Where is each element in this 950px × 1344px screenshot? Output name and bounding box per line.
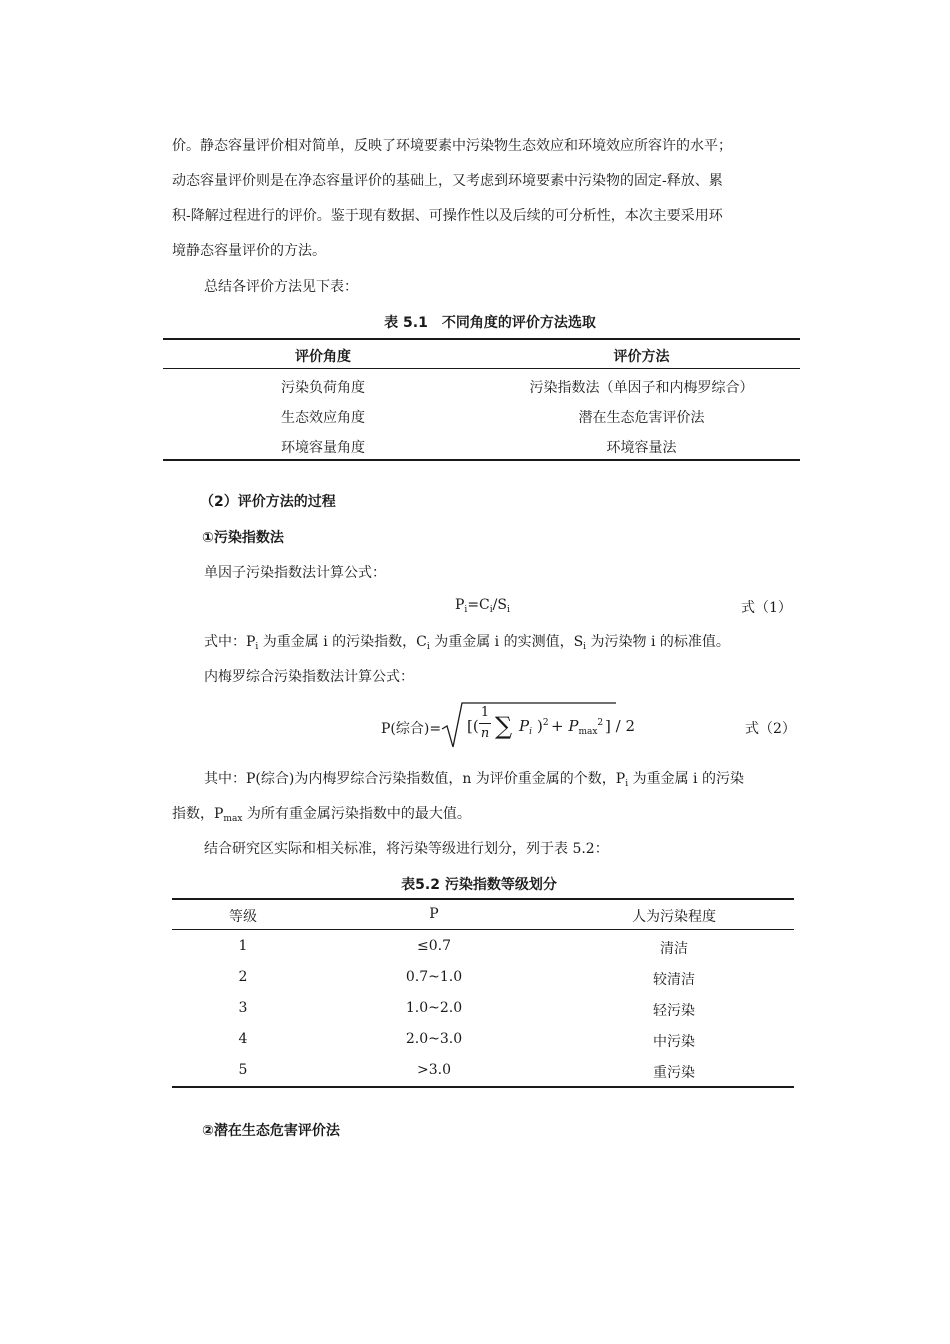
table2-cell: 1	[238, 938, 248, 954]
table2-cell: 轻污染	[653, 1003, 695, 1019]
table1-header: 评价方法	[613, 349, 670, 365]
formula-2-tag: 式（2）	[745, 721, 796, 737]
formula-2-explanation: 其中：P(综合)为内梅罗综合污染指数值，n 为评价重金属的个数，$P_i$ 为重金属 i 的污染	[204, 771, 744, 789]
table2-top-rule	[172, 898, 794, 900]
paragraph-line: 动态容量评价则是在净态容量评价的基础上，又考虑到环境要素中污染物的固定-释放、累	[172, 173, 723, 189]
subsection-heading: ①污染指数法	[202, 530, 284, 546]
table2-cell: 3	[238, 1000, 248, 1016]
paragraph-text: 结合研究区实际和相关标准，将污染等级进行划分，列于表 5.2：	[204, 841, 609, 857]
paragraph-line: 境静态容量评价的方法。	[172, 243, 326, 259]
table2-header-rule	[172, 929, 794, 930]
table2-cell: ≤0.7	[417, 938, 451, 954]
paragraph-text: 内梅罗综合污染指数法计算公式：	[204, 669, 414, 685]
table2-cell: 2.0~3.0	[405, 1031, 463, 1047]
table1-bottom-rule	[163, 459, 800, 461]
formula-1-tag: 式（1）	[741, 600, 792, 616]
paragraph-text: 单因子污染指数法计算公式：	[204, 565, 386, 581]
table2-cell: 4	[238, 1031, 248, 1047]
section-heading: （2）评价方法的过程	[200, 494, 336, 510]
table2-cell: 1.0~2.0	[405, 1000, 463, 1016]
formula-1: $P_i=C_i/S_i$	[455, 597, 510, 615]
paragraph-line: 积-降解过程进行的评价。鉴于现有数据、可操作性以及后续的可分析性，本次主要采用环	[172, 208, 723, 224]
table2-cell: 中污染	[653, 1034, 695, 1050]
table2-cell: 0.7~1.0	[405, 969, 463, 985]
table1-caption: 表 5.1 不同角度的评价方法选取	[384, 315, 596, 331]
formula-1-explanation: 式中：$P_i$ 为重金属 i 的污染指数，$C_i$ 为重金属 i 的实测值，$S_i$ 为污染物 i 的标准值。	[204, 634, 730, 652]
table1-cell: 环境容量法	[606, 440, 677, 456]
table2-header: 人为污染程度	[632, 909, 716, 925]
table2-caption: 表5.2 污染指数等级划分	[401, 877, 557, 893]
table1-cell: 潜在生态危害评价法	[578, 410, 705, 426]
table2-cell: 重污染	[653, 1065, 695, 1081]
table1-cell: 污染指数法（单因子和内梅罗综合）	[529, 380, 754, 396]
table2-bottom-rule	[172, 1086, 794, 1088]
summary-text: 总结各评价方法见下表：	[204, 279, 358, 295]
formula-2-lhs: P(综合)=	[381, 721, 442, 737]
table1-cell: 生态效应角度	[281, 410, 365, 426]
table1-cell: 污染负荷角度	[281, 380, 365, 396]
paragraph-line: 价。静态容量评价相对简单，反映了环境要素中污染物生态效应和环境效应所容许的水平；	[172, 138, 732, 154]
table1-header-rule	[163, 368, 800, 369]
table2-cell: >3.0	[417, 1062, 451, 1078]
table2-cell: 5	[238, 1062, 248, 1078]
table2-header: 等级	[229, 909, 257, 925]
subsection-heading: ②潜在生态危害评价法	[202, 1123, 340, 1139]
formula-2-explanation-cont: 指数，$P_{max}$ 为所有重金属污染指数中的最大值。	[172, 806, 471, 824]
table1-cell: 环境容量角度	[281, 440, 365, 456]
table2-cell: 2	[238, 969, 248, 985]
table2-header: P	[429, 906, 439, 922]
table2-cell: 较清洁	[653, 972, 695, 988]
table1-top-rule	[163, 338, 800, 340]
table1-header: 评价角度	[295, 349, 351, 365]
table2-cell: 清洁	[660, 941, 688, 957]
